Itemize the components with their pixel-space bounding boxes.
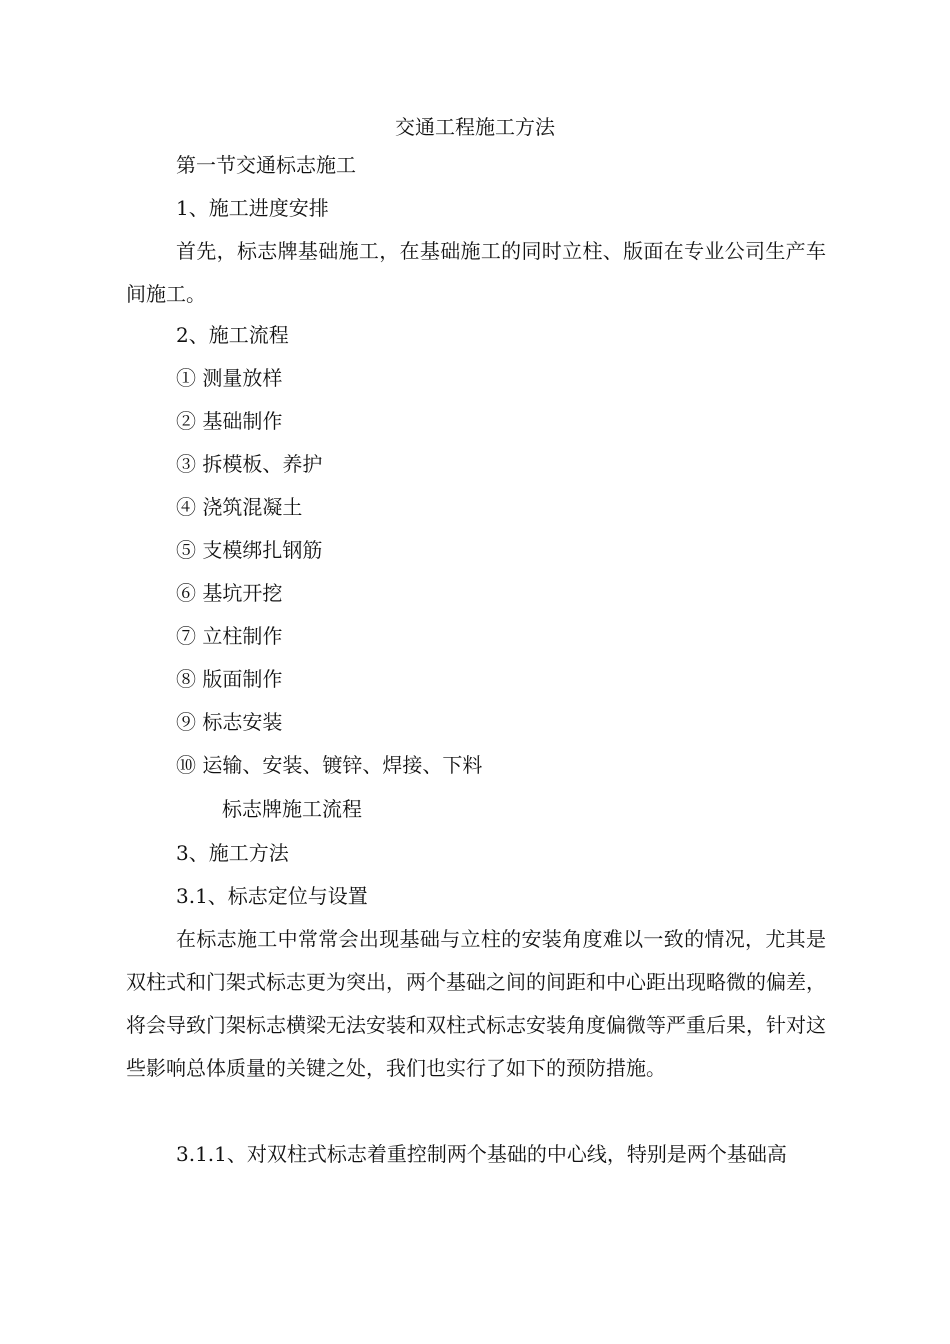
flow-step: ④ 浇筑混凝土 (176, 495, 303, 519)
flow-step: ⑧ 版面制作 (176, 667, 283, 691)
item1-paragraph: 首先，标志牌基础施工，在基础施工的同时立柱、版面在专业公司生产车间施工。 (126, 239, 826, 306)
flow-step: ⑤ 支模绑扎钢筋 (176, 538, 323, 562)
flow-step: ⑩ 运输、安装、镀锌、焊接、下料 (176, 753, 483, 777)
sub311-paragraph: 3.1.1、对双柱式标志着重控制两个基础的中心线，特别是两个基础高 (176, 1142, 787, 1166)
section-heading: 第一节交通标志施工 (176, 153, 356, 177)
document-title: 交通工程施工方法 (395, 115, 555, 139)
flow-step: ③ 拆模板、养护 (176, 452, 323, 476)
item3-heading: 3、施工方法 (176, 841, 289, 865)
item1-heading: 1、施工进度安排 (176, 196, 329, 220)
flow-step: ② 基础制作 (176, 409, 283, 433)
item2-heading: 2、施工流程 (176, 323, 289, 347)
flow-caption: 标志牌施工流程 (222, 797, 362, 821)
flow-step: ⑥ 基坑开挖 (176, 581, 283, 605)
flow-step: ① 测量放样 (176, 366, 283, 390)
sub31-paragraph: 在标志施工中常常会出现基础与立柱的安装角度难以一致的情况，尤其是双柱式和门架式标志更为突出，两个基础之间的间距和中心距出现略微的偏差，将会导致门架标志横梁无法安装和双柱式标志安装角度偏微等严重后果，针对这些影响总体质量的关键之处，我们也实行了如下的预防措施。 (126, 927, 826, 1080)
sub31-heading: 3.1、标志定位与设置 (176, 884, 368, 908)
flow-step: ⑦ 立柱制作 (176, 624, 283, 648)
flow-step: ⑨ 标志安装 (176, 710, 283, 734)
